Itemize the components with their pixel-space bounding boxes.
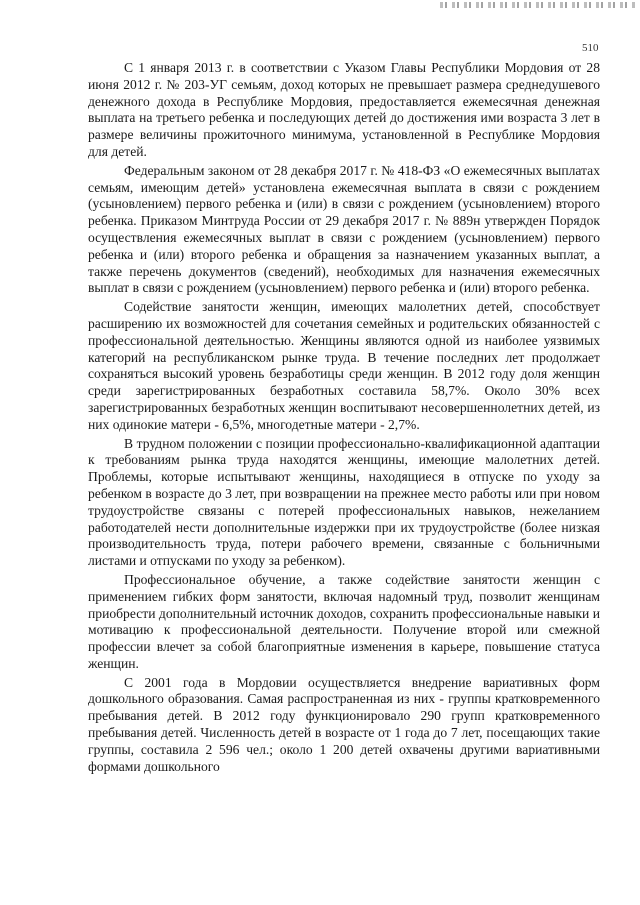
paragraph-preschool-education: С 2001 года в Мордовии осуществляется внедрение вариативных форм дошкольного образования. Самая распространенная из них - группы кратковременного пребывания детей. В 2012 году функционировало 290 групп кратковременного пребывания детей. Численность детей в возрасте от 1 года до 7 лет, посещающих такие группы, составила 2 596 чел.; около 1 200 детей охвачены другими вариативными формами дошкольного <box>88 674 600 774</box>
paragraph-vocational-training: Профессиональное обучение, а также содействие занятости женщин с применением гибких форм занятости, включая надомный труд, позволит женщинам приобрести дополнительный источник доходов, сохранить профессиональные навыки и мотивацию к профессиональной деятельности. Получение второй или смежной профессии влечет за собой благоприятные изменения в карьере, повышение статуса женщин. <box>88 571 600 671</box>
scan-artifact <box>440 2 635 8</box>
paragraph-labor-market-adaptation: В трудном положении с позиции профессионально-квалификационной адаптации к требованиям рынка труда находятся женщины, имеющие малолетних детей. Проблемы, которые испытывают женщины, находящиеся в отпуске по уходу за ребенком в возрасте до 3 лет, при возвращении на прежнее место работы или при новом трудоустройстве связаны с потерей профессиональных навыков, нежеланием работодателей нести дополнительные издержки при их трудоустройстве (более низкая производительность труда, потери рабочего времени, связанные с больничными листами и отпусками по уходу за ребенком). <box>88 435 600 569</box>
page-number: 510 <box>582 42 599 54</box>
paragraph-federal-law: Федеральным законом от 28 декабря 2017 г. № 418-ФЗ «О ежемесячных выплатах семьям, имеющим детей» установлена ежемесячная выплата в связи с рождением (усыновлением) первого ребенка и (или) в связи с рождением (усыновлением) второго ребенка. Приказом Минтруда России от 29 декабря 2017 г. № 889н утвержден Порядок осуществления ежемесячных выплат в связи с рождением (усыновлением) первого ребенка и (или) второго ребенка и обращения за назначением указанных выплат, а также перечень документов (сведений), необходимых для назначения ежемесячных выплат в связи с рождением (усыновлением) первого ребенка и (или) второго ребенка. <box>88 162 600 296</box>
paragraph-child-payment-decree: С 1 января 2013 г. в соответствии с Указом Главы Республики Мордовия от 28 июня 2012 г. № 203-УГ семьям, доход которых не превышает размера среднедушевого денежного дохода в Республике Мордовия, предоставляется ежемесячная денежная выплата на третьего ребенка и последующих детей до достижения ими возраста 3 лет в размере величины прожиточного минимума, установленной в Республике Мордовия для детей. <box>88 60 600 159</box>
document-body <box>88 60 600 775</box>
paragraph-women-employment: Содействие занятости женщин, имеющих малолетних детей, способствует расширению их возможностей для сочетания семейных и родительских обязанностей с профессиональной деятельностью. Женщины являются одной из наиболее уязвимых категорий на республиканском рынке труда. В течение последних лет продолжает сохраняться высокий уровень безработицы среди женщин. В 2012 году доля женщин среди зарегистрированных безработных составила 58,7%. Около 30% всех зарегистрированных безработных женщин воспитывают несовершеннолетних детей, из них одинокие матери - 6,5%, многодетные матери - 2,7%. <box>88 299 600 432</box>
